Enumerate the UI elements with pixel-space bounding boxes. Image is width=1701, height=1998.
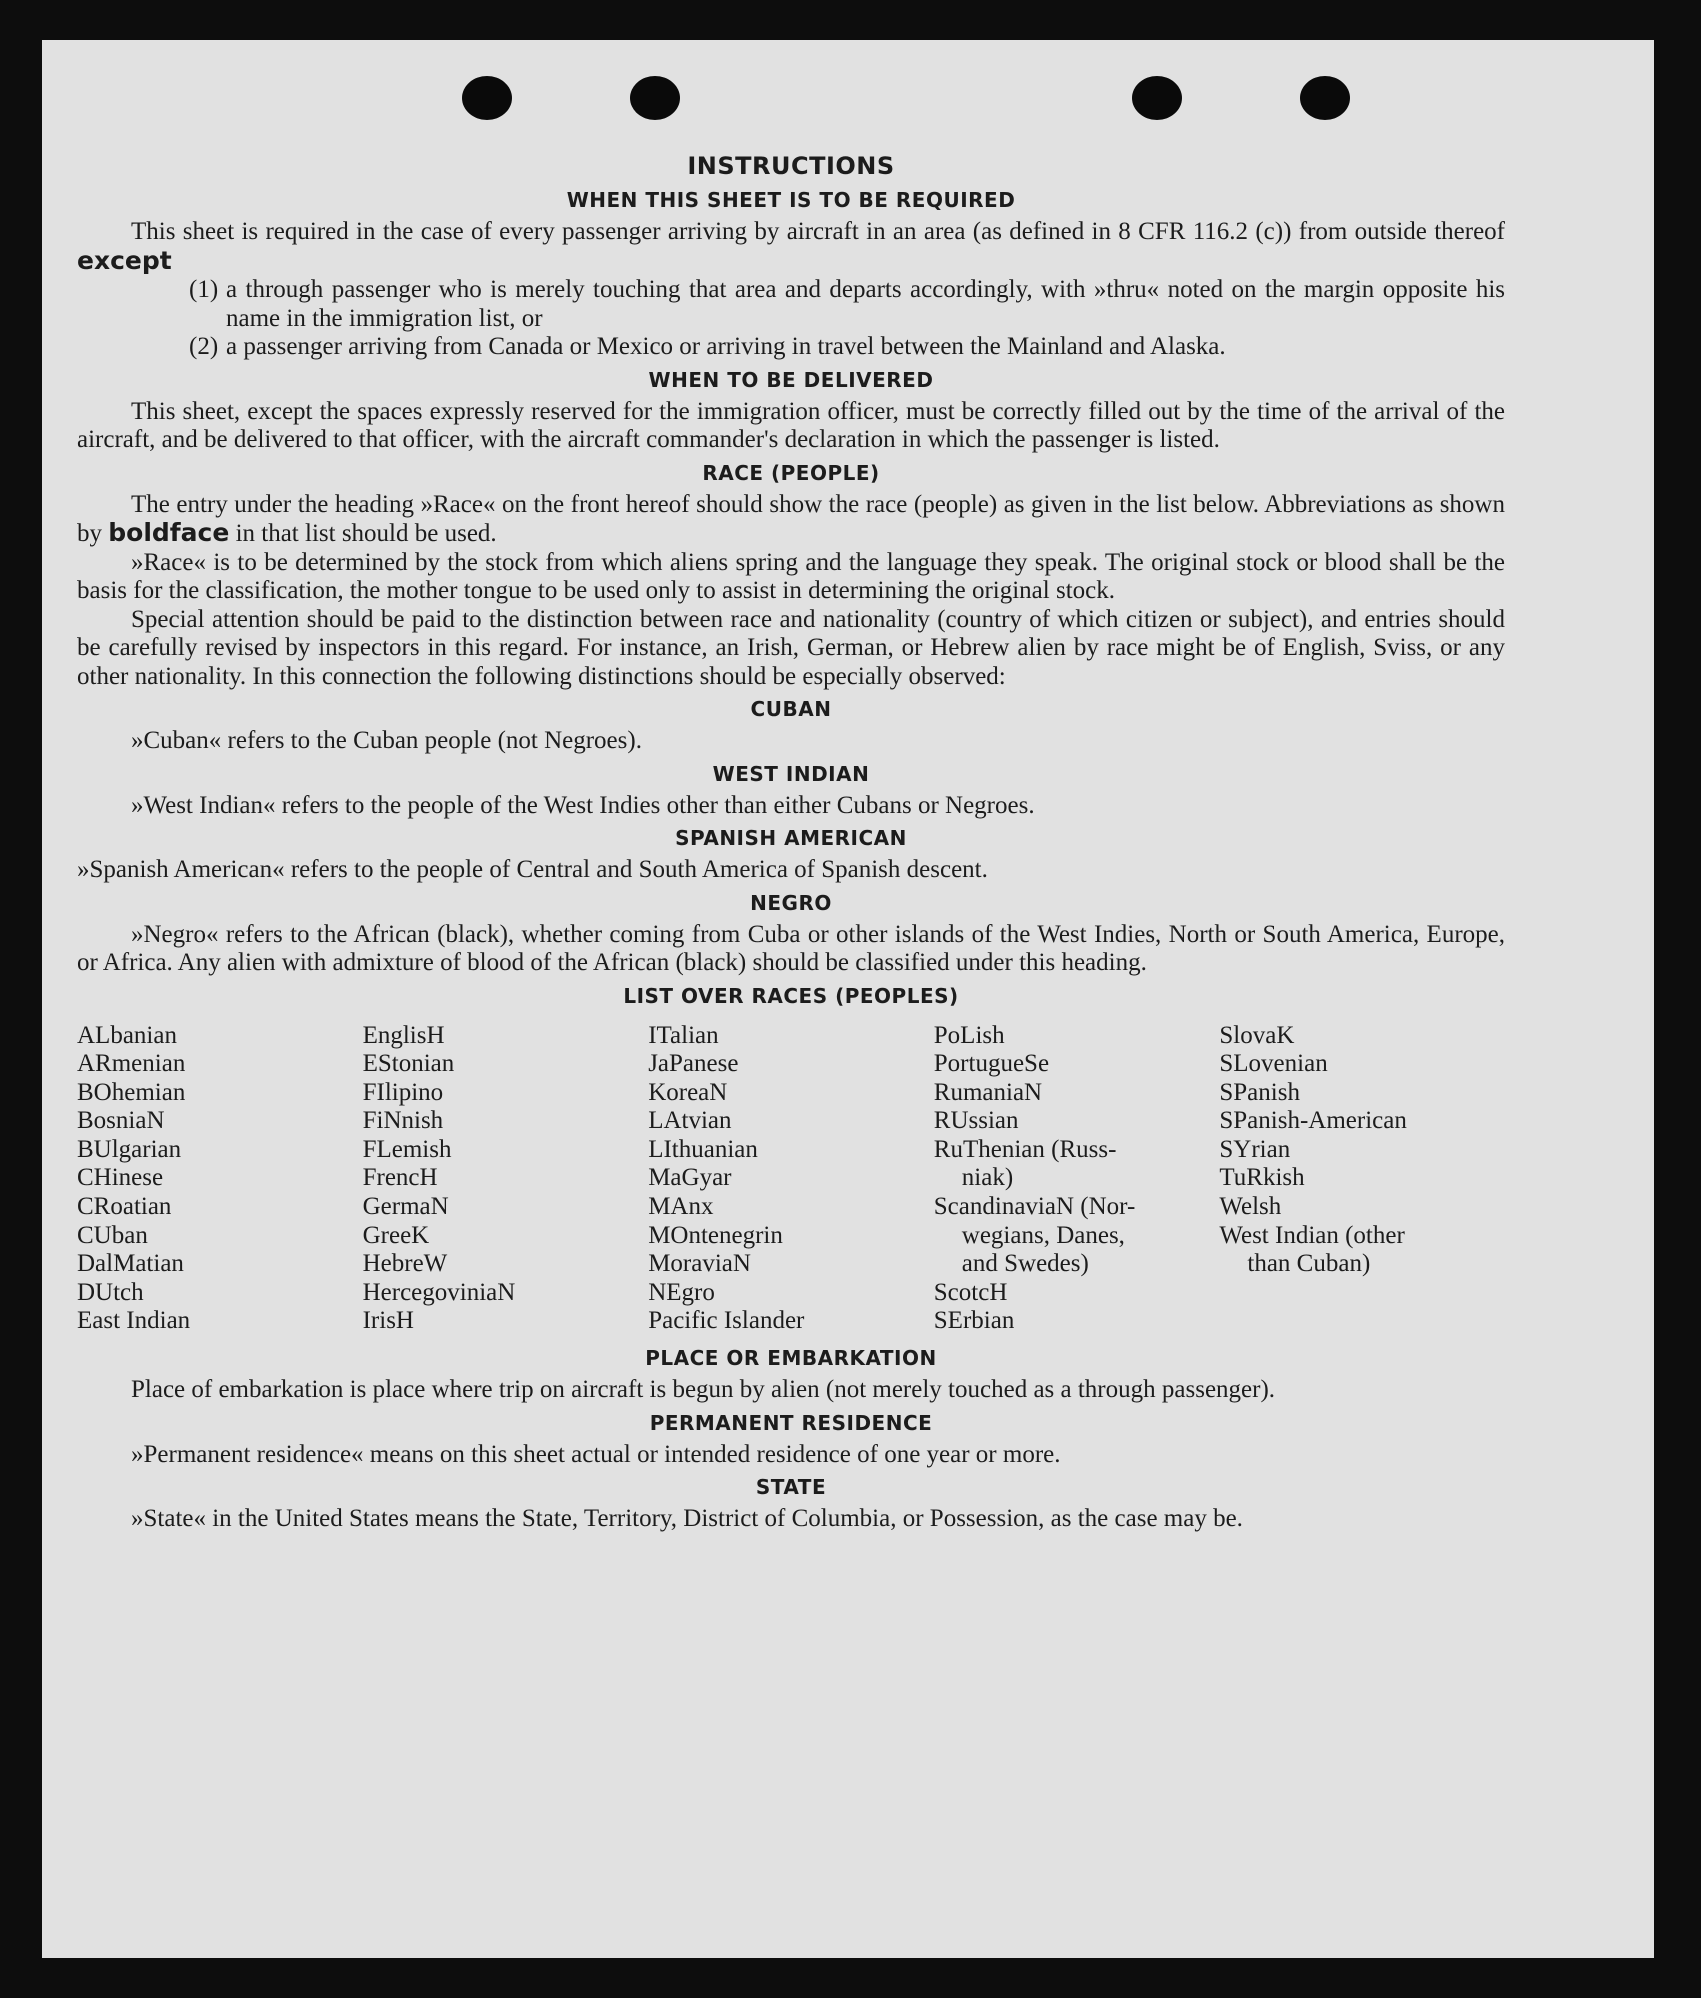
race-item: BOhemian [77,1078,186,1106]
race-item: MoraviaN [648,1250,751,1278]
race-item: FrencH [362,1164,438,1192]
race-item: MaGyar [648,1164,732,1192]
punch-hole [630,76,680,120]
race-item: East Indian [77,1307,191,1335]
punch-hole [1132,76,1182,120]
race-item: West Indian (other [1219,1221,1405,1249]
section-heading: RACE (PEOPLE) [702,460,880,485]
race-item: RUssian [933,1107,1019,1135]
race-item: ARmenian [77,1050,186,1078]
race-column [934,1022,1220,1337]
paragraph: »Spanish American« refers to the people of Central and South America of Spanish descent. [77,856,988,883]
punch-hole [462,76,512,120]
list-item: (1) a through passenger who is merely touching that area and departs accordingly, with »thru« noted on the margin opposite his name in the immigration list, or [189,276,1505,332]
race-item: DUtch [77,1278,144,1306]
race-item: BUlgarian [77,1135,182,1163]
race-item: KoreaN [648,1078,728,1106]
race-item: GermaN [362,1193,449,1221]
punch-hole [1300,76,1350,120]
race-item: CHinese [77,1164,164,1192]
race-item: HercegoviniaN [362,1278,516,1306]
race-item: SlovaK [1219,1021,1295,1049]
section-heading: WHEN THIS SHEET IS TO BE REQUIRED [566,188,1016,212]
race-column [363,1022,649,1337]
race-item: LIthuanian [648,1135,758,1163]
race-list [77,1022,1505,1337]
race-item: BosniaN [77,1107,165,1135]
race-item: HebreW [362,1250,448,1278]
race-item: CRoatian [77,1193,172,1221]
instructions-content [77,152,1505,1534]
paragraph: »West Indian« refers to the people of the West Indies other than either Cubans or Negroes. [131,791,1035,819]
paragraph: »Race« is to be determined by the stock from which aliens spring and the language they speak. The original stock or blood shall be the basis for the classification, the mother tongue to be used only to assist in determining the original stock. [77,548,1505,604]
race-item: PortugueSe [933,1050,1050,1078]
race-item: MOntenegrin [648,1221,783,1249]
race-item: Pacific Islander [648,1307,805,1335]
race-item: TuRkish [1219,1164,1305,1192]
race-item: SPanish [1219,1078,1300,1106]
race-item: wegians, Danes, [961,1221,1125,1249]
race-item: niak) [961,1164,1014,1192]
race-item: FLemish [362,1135,452,1163]
section-heading: NEGRO [750,890,832,915]
race-item: and Swedes) [961,1250,1089,1278]
race-item: SLovenian [1219,1050,1328,1078]
race-item: RumaniaN [933,1078,1043,1106]
race-item: ALbanian [77,1021,177,1049]
race-item: GreeK [362,1221,430,1249]
section-heading: LIST OVER RACES (PEOPLES) [623,983,959,1008]
race-item: MAnx [648,1193,714,1221]
race-item: FIlipino [362,1078,444,1106]
race-item: SPanish-American [1219,1107,1407,1135]
race-item: SErbian [933,1307,1015,1335]
race-item: DalMatian [77,1250,184,1278]
race-item: ScotcH [933,1278,1008,1306]
race-item: EnglisH [362,1021,445,1049]
page-title: INSTRUCTIONS [687,152,895,180]
paragraph: Place of embarkation is place where trip on aircraft is begun by alien (not merely touched as a through passenger). [131,1376,1276,1404]
paragraph: This sheet, except the spaces expressly reserved for the immigration officer, must be correctly filled out by the time of the arrival of the aircraft, and be delivered to that officer, with the aircraft commander's declaration in which the passenger is listed. [77,397,1505,453]
race-item: ITalian [648,1021,719,1049]
race-item: NEgro [648,1278,715,1306]
race-item: than Cuban) [1247,1250,1371,1278]
race-column [648,1022,934,1337]
race-item: ScandinaviaN (Nor- [933,1193,1136,1221]
document-page [42,40,1654,1958]
race-item: IrisH [362,1307,414,1335]
paragraph: The entry under the heading »Race« on the front hereof should show the race (people) as given in the list below. Abbreviations as shown by boldface in that list should be used. [77,490,1505,547]
race-item: JaPanese [648,1050,739,1078]
paragraph: »Negro« refers to the African (black), whether coming from Cuba or other islands of the West Indies, North or South America, Europe, or Africa. Any alien with admixture of blood of the African (black) should be classified under this heading. [77,920,1505,976]
section-heading: PERMANENT RESIDENCE [649,1410,933,1435]
race-item: LAtvian [648,1107,732,1135]
race-column [77,1022,363,1337]
race-item: SYrian [1219,1135,1291,1163]
section-heading: STATE [755,1475,827,1500]
section-heading: WEST INDIAN [712,761,870,786]
list-item: (2) a passenger arriving from Canada or Mexico or arriving in travel between the Mainland and Alaska. [189,333,1226,360]
section-heading: SPANISH AMERICAN [675,826,907,850]
race-column [1219,1022,1505,1337]
paragraph: »State« in the United States means the State, Territory, District of Columbia, or Possession, as the case may be. [131,1505,1243,1533]
paragraph: »Cuban« refers to the Cuban people (not Negroes). [131,727,642,754]
section-heading: PLACE OR EMBARKATION [645,1346,937,1371]
race-item: PoLish [933,1021,1005,1049]
paragraph: This sheet is required in the case of every passenger arriving by aircraft in an area (as defined in 8 CFR 116.2 (c)) from outside thereof except [77,218,1505,275]
section-heading: CUBAN [750,697,832,721]
paragraph: Special attention should be paid to the distinction between race and nationality (country of which citizen or subject), and entries should be carefully revised by inspectors in this regard. For instance, an Irish, German, or Hebrew alien by race might be of English, Sviss, or any other nationality. In this connection the following distinctions should be especially observed: [77,605,1505,690]
section-heading: WHEN TO BE DELIVERED [648,367,934,392]
race-item: EStonian [362,1050,455,1078]
race-item: FiNnish [362,1107,444,1135]
paragraph: »Permanent residence« means on this sheet actual or intended residence of one year or more. [131,1440,1061,1468]
race-item: Welsh [1219,1193,1282,1221]
race-item: RuThenian (Russ- [933,1135,1117,1163]
race-item: CUban [77,1221,148,1249]
